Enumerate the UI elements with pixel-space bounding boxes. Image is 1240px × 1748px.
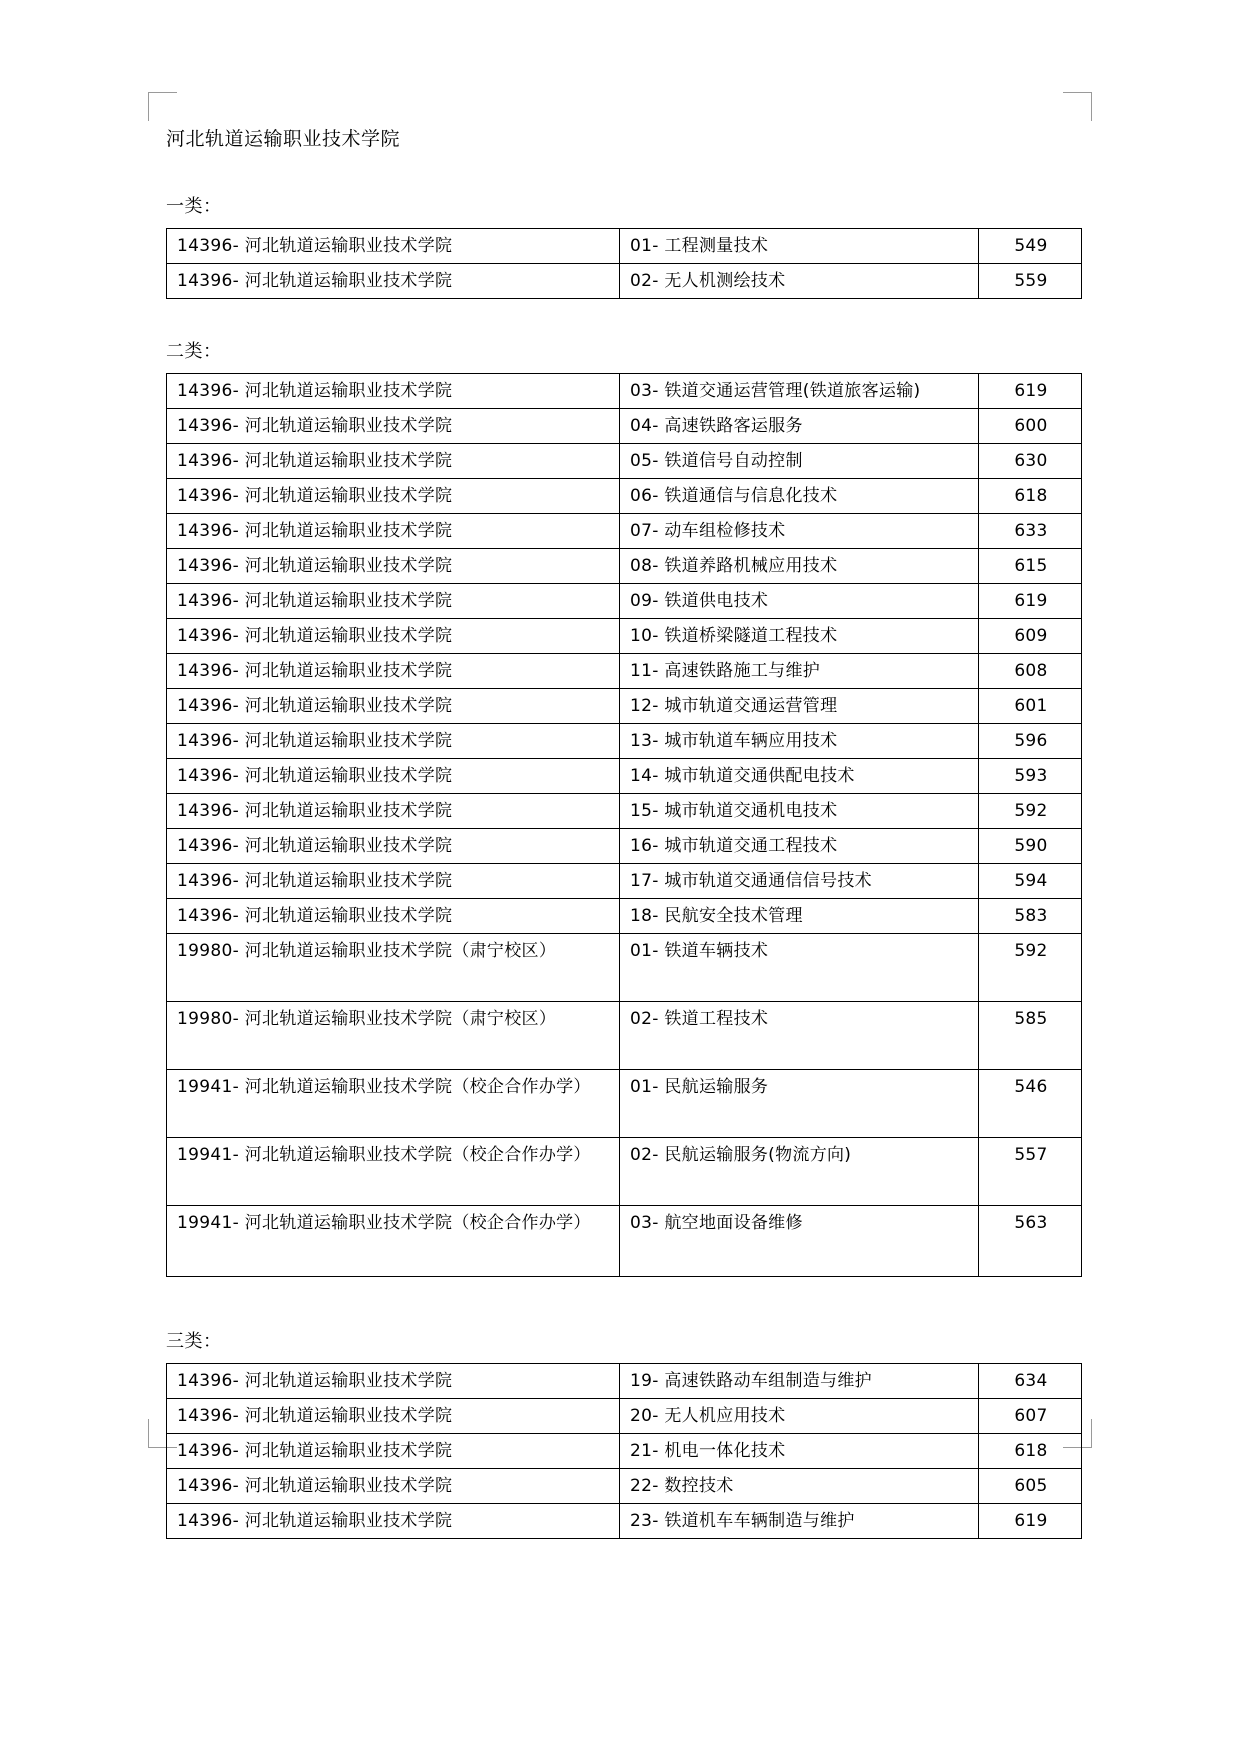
table-row <box>167 374 1082 409</box>
crop-mark-top-right <box>1063 92 1092 121</box>
major-cell: 06- 铁道通信与信息化技术 <box>620 479 979 514</box>
school-cell: 14396- 河北轨道运输职业技术学院 <box>167 899 620 934</box>
school-cell: 14396- 河北轨道运输职业技术学院 <box>167 1364 620 1399</box>
major-cell: 15- 城市轨道交通机电技术 <box>620 794 979 829</box>
school-cell: 14396- 河北轨道运输职业技术学院 <box>167 1434 620 1469</box>
score-cell: 559 <box>979 264 1082 299</box>
table-row <box>167 1399 1082 1434</box>
table-row <box>167 1504 1082 1539</box>
table-row <box>167 514 1082 549</box>
major-cell: 16- 城市轨道交通工程技术 <box>620 829 979 864</box>
major-cell: 04- 高速铁路客运服务 <box>620 409 979 444</box>
score-cell: 583 <box>979 899 1082 934</box>
score-cell: 592 <box>979 934 1082 1002</box>
school-cell: 14396- 河北轨道运输职业技术学院 <box>167 1504 620 1539</box>
school-cell: 19941- 河北轨道运输职业技术学院（校企合作办学） <box>167 1070 620 1138</box>
score-cell: 585 <box>979 1002 1082 1070</box>
score-cell: 618 <box>979 1434 1082 1469</box>
school-cell: 14396- 河北轨道运输职业技术学院 <box>167 689 620 724</box>
score-cell: 590 <box>979 829 1082 864</box>
table-row <box>167 1206 1082 1277</box>
major-cell: 19- 高速铁路动车组制造与维护 <box>620 1364 979 1399</box>
major-cell: 03- 航空地面设备维修 <box>620 1206 979 1277</box>
table-row <box>167 689 1082 724</box>
major-cell: 01- 铁道车辆技术 <box>620 934 979 1002</box>
score-cell: 630 <box>979 444 1082 479</box>
table-row <box>167 794 1082 829</box>
score-cell: 596 <box>979 724 1082 759</box>
score-cell: 633 <box>979 514 1082 549</box>
table-row <box>167 829 1082 864</box>
major-cell: 23- 铁道机车车辆制造与维护 <box>620 1504 979 1539</box>
major-cell: 10- 铁道桥梁隧道工程技术 <box>620 619 979 654</box>
section-label: 一类： <box>166 196 222 217</box>
school-cell: 14396- 河北轨道运输职业技术学院 <box>167 584 620 619</box>
section-gap <box>166 1277 1024 1323</box>
school-cell: 14396- 河北轨道运输职业技术学院 <box>167 444 620 479</box>
school-cell: 14396- 河北轨道运输职业技术学院 <box>167 1469 620 1504</box>
major-cell: 02- 铁道工程技术 <box>620 1002 979 1070</box>
score-cell: 609 <box>979 619 1082 654</box>
sections-container <box>166 194 1048 1573</box>
score-cell: 594 <box>979 864 1082 899</box>
table-row <box>167 584 1082 619</box>
score-cell: 605 <box>979 1469 1082 1504</box>
major-cell: 01- 工程测量技术 <box>620 229 979 264</box>
score-cell: 557 <box>979 1138 1082 1206</box>
section <box>166 194 1048 333</box>
table-row <box>167 264 1082 299</box>
table-row <box>167 1364 1082 1399</box>
table-row <box>167 619 1082 654</box>
score-cell: 607 <box>979 1399 1082 1434</box>
section <box>166 1329 1048 1573</box>
major-cell: 03- 铁道交通运营管理(铁道旅客运输) <box>620 374 979 409</box>
school-cell: 14396- 河北轨道运输职业技术学院 <box>167 514 620 549</box>
score-cell: 615 <box>979 549 1082 584</box>
score-cell: 608 <box>979 654 1082 689</box>
school-cell: 14396- 河北轨道运输职业技术学院 <box>167 794 620 829</box>
score-cell: 593 <box>979 759 1082 794</box>
table-row <box>167 1070 1082 1138</box>
score-cell: 563 <box>979 1206 1082 1277</box>
major-cell: 01- 民航运输服务 <box>620 1070 979 1138</box>
school-cell: 14396- 河北轨道运输职业技术学院 <box>167 864 620 899</box>
score-cell: 619 <box>979 374 1082 409</box>
major-cell: 12- 城市轨道交通运营管理 <box>620 689 979 724</box>
section <box>166 339 1048 1323</box>
score-cell: 601 <box>979 689 1082 724</box>
school-cell: 14396- 河北轨道运输职业技术学院 <box>167 654 620 689</box>
school-cell: 14396- 河北轨道运输职业技术学院 <box>167 1399 620 1434</box>
table-row <box>167 759 1082 794</box>
score-cell: 619 <box>979 1504 1082 1539</box>
school-cell: 14396- 河北轨道运输职业技术学院 <box>167 374 620 409</box>
crop-mark-top-left <box>148 92 177 121</box>
table-row <box>167 724 1082 759</box>
score-cell: 546 <box>979 1070 1082 1138</box>
major-cell: 22- 数控技术 <box>620 1469 979 1504</box>
major-cell: 11- 高速铁路施工与维护 <box>620 654 979 689</box>
major-cell: 07- 动车组检修技术 <box>620 514 979 549</box>
section-label: 三类： <box>166 1331 222 1352</box>
score-table <box>166 228 1082 299</box>
score-cell: 549 <box>979 229 1082 264</box>
score-cell: 618 <box>979 479 1082 514</box>
table-row <box>167 1469 1082 1504</box>
table-row <box>167 654 1082 689</box>
school-cell: 14396- 河北轨道运输职业技术学院 <box>167 479 620 514</box>
school-cell: 14396- 河北轨道运输职业技术学院 <box>167 264 620 299</box>
major-cell: 02- 无人机测绘技术 <box>620 264 979 299</box>
school-cell: 19980- 河北轨道运输职业技术学院（肃宁校区） <box>167 1002 620 1070</box>
table-row <box>167 444 1082 479</box>
section-gap <box>166 1539 1024 1573</box>
table-row <box>167 934 1082 1002</box>
document-content <box>166 124 1048 1579</box>
school-cell: 14396- 河北轨道运输职业技术学院 <box>167 759 620 794</box>
table-row <box>167 1138 1082 1206</box>
score-cell: 619 <box>979 584 1082 619</box>
major-cell: 05- 铁道信号自动控制 <box>620 444 979 479</box>
score-table <box>166 1363 1082 1539</box>
score-table <box>166 373 1082 1277</box>
table-row <box>167 479 1082 514</box>
section-label: 二类： <box>166 341 222 362</box>
score-cell: 600 <box>979 409 1082 444</box>
table-row <box>167 864 1082 899</box>
major-cell: 13- 城市轨道车辆应用技术 <box>620 724 979 759</box>
score-cell: 592 <box>979 794 1082 829</box>
page-title: 河北轨道运输职业技术学院 <box>166 128 401 150</box>
school-cell: 14396- 河北轨道运输职业技术学院 <box>167 409 620 444</box>
school-cell: 14396- 河北轨道运输职业技术学院 <box>167 724 620 759</box>
major-cell: 21- 机电一体化技术 <box>620 1434 979 1469</box>
score-cell: 634 <box>979 1364 1082 1399</box>
table-row <box>167 409 1082 444</box>
school-cell: 14396- 河北轨道运输职业技术学院 <box>167 829 620 864</box>
major-cell: 18- 民航安全技术管理 <box>620 899 979 934</box>
school-cell: 14396- 河北轨道运输职业技术学院 <box>167 229 620 264</box>
table-row <box>167 1434 1082 1469</box>
school-cell: 14396- 河北轨道运输职业技术学院 <box>167 549 620 584</box>
school-cell: 19941- 河北轨道运输职业技术学院（校企合作办学） <box>167 1138 620 1206</box>
table-row <box>167 1002 1082 1070</box>
major-cell: 09- 铁道供电技术 <box>620 584 979 619</box>
school-cell: 19941- 河北轨道运输职业技术学院（校企合作办学） <box>167 1206 620 1277</box>
major-cell: 17- 城市轨道交通通信信号技术 <box>620 864 979 899</box>
major-cell: 02- 民航运输服务(物流方向) <box>620 1138 979 1206</box>
table-row <box>167 549 1082 584</box>
major-cell: 08- 铁道养路机械应用技术 <box>620 549 979 584</box>
major-cell: 20- 无人机应用技术 <box>620 1399 979 1434</box>
school-cell: 14396- 河北轨道运输职业技术学院 <box>167 619 620 654</box>
school-cell: 19980- 河北轨道运输职业技术学院（肃宁校区） <box>167 934 620 1002</box>
table-row <box>167 229 1082 264</box>
table-row <box>167 899 1082 934</box>
major-cell: 14- 城市轨道交通供配电技术 <box>620 759 979 794</box>
section-gap <box>166 299 1024 333</box>
